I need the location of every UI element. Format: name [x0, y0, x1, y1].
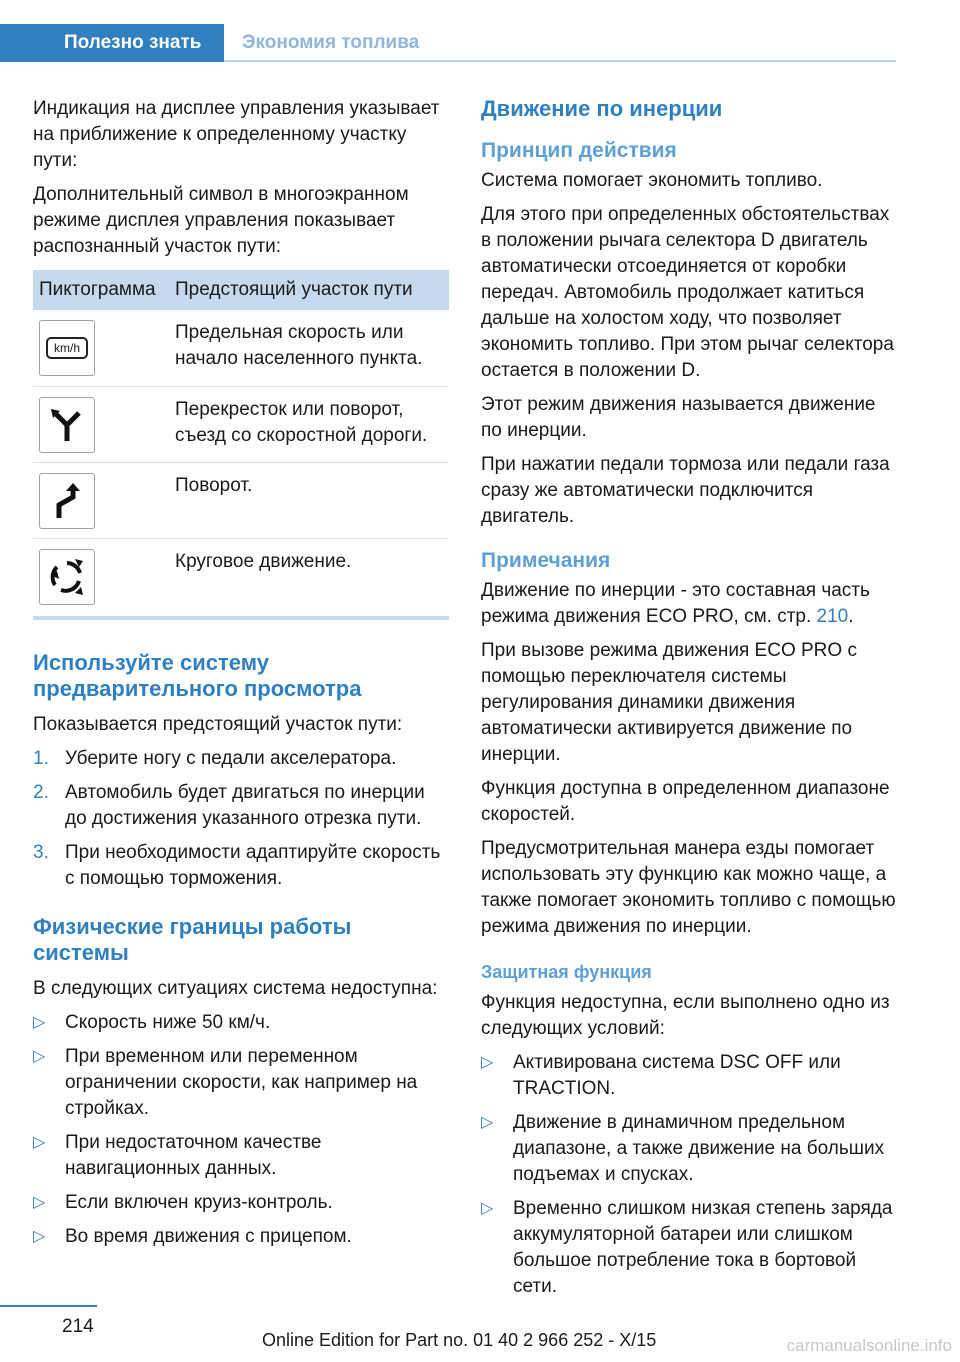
page-header	[0, 0, 960, 64]
preview-steps	[33, 746, 449, 892]
page-link-210[interactable]: 210	[816, 606, 849, 627]
kmh-label: km/h	[46, 337, 88, 359]
list-item: 1. Уберите ногу с педали акселератора.	[33, 748, 397, 769]
list-item: ▷ При временном или переменном ограничении скорости, как например на стройках.	[33, 1046, 418, 1119]
principle-p2: Для этого при определенных обстоятельствах в положении рычага селектора D двигатель автоматически отсоединяется от коробки передач. Автомобиль продолжает катиться дальше на холостом ходу, что позволяет экономить топливо. При этом рычаг селектора остается в положении D.	[481, 204, 894, 381]
table-header-pictogram: Пиктограмма	[33, 270, 169, 310]
triangle-bullet-icon: ▷	[33, 1048, 46, 1065]
notes-p2: При вызове режима движения ECO PRO с помощью переключателя системы регулирования динамики движения автоматически активируется движение по инерции.	[481, 640, 857, 765]
list-item: ▷ Движение в динамичном предельном диапазоне, а также движение на больших подъемах и спусках.	[481, 1112, 885, 1185]
principle-p1: Система помогает экономить топливо.	[481, 170, 823, 191]
preview-intro: Показывается предстоящий участок пути:	[33, 714, 403, 735]
tab-useful-info[interactable]: Полезно знать	[0, 24, 224, 62]
triangle-bullet-icon: ▷	[33, 1228, 46, 1245]
triangle-bullet-icon: ▷	[481, 1054, 494, 1071]
table-row	[33, 310, 449, 386]
table-row	[33, 538, 449, 614]
notes-p1: Движение по инерции - это составная часть режима движения ECO PRO, см. стр. 210.	[481, 580, 870, 627]
page-number: 214	[62, 1316, 94, 1337]
table-header-route: Предстоящий участок пути	[169, 270, 449, 310]
notes-p4: Предусмотрительная манера езды помогает использовать эту функцию как можно чаще, а также помогает экономить топливо с помощью режима движения по инерции.	[481, 838, 896, 937]
triangle-bullet-icon: ▷	[481, 1114, 494, 1131]
limits-intro: В следующих ситуациях система недоступна:	[33, 978, 438, 999]
principle-p3: Этот режим движения называется движение по инерции.	[481, 394, 876, 441]
protection-list	[481, 1050, 897, 1300]
intro-paragraph-2: Дополнительный символ в многоэкранном режиме дисплея управления показывает распознанный участок пути:	[33, 184, 409, 257]
protection-heading: Защитная функция	[481, 962, 652, 982]
list-item: ▷ Если включен круиз-контроль.	[33, 1190, 449, 1216]
tab-fuel-economy[interactable]: Экономия топлива	[242, 32, 420, 53]
table-cell-desc: Предельная скорость или начало населенного пункта.	[169, 310, 449, 386]
triangle-bullet-icon: ▷	[33, 1134, 46, 1151]
table-cell-desc: Перекресток или поворот, съезд со скоростной дороги.	[169, 386, 449, 462]
triangle-bullet-icon: ▷	[33, 1014, 46, 1031]
table-row	[33, 386, 449, 462]
table-cell-desc: Круговое движение.	[175, 550, 352, 572]
right-column	[481, 96, 897, 1308]
list-item: ▷ Во время движения с прицепом.	[33, 1224, 449, 1250]
list-item: ▷ Временно слишком низкая степень заряда аккумуляторной батареи или слишком большое потребление тока в бортовой сети.	[481, 1198, 893, 1297]
pictogram-table	[33, 270, 449, 614]
footer-rule	[0, 1305, 97, 1307]
principle-heading: Принцип действия	[481, 139, 677, 162]
protection-intro: Функция недоступна, если выполнено одно из следующих условий:	[481, 992, 890, 1039]
left-column	[33, 96, 449, 1258]
table-header-row	[33, 270, 449, 310]
header-divider	[224, 60, 896, 62]
notes-p3: Функция доступна в определенном диапазоне скоростей.	[481, 778, 890, 825]
table-row	[33, 462, 449, 538]
table-cell-desc: Поворот.	[169, 462, 449, 538]
table-bottom-rule	[33, 616, 449, 620]
notes-heading: Примечания	[481, 549, 611, 572]
principle-p4: При нажатии педали тормоза или педали газа сразу же автоматически подключится двигатель.	[481, 454, 890, 527]
limits-list	[33, 1010, 449, 1250]
intro-paragraph-1: Индикация на дисплее управления указывает на приближение к определенному участку пути:	[33, 98, 440, 171]
junction-icon	[39, 397, 95, 453]
roundabout-icon	[39, 549, 95, 605]
limits-heading: Физические границы работы системы	[33, 914, 352, 965]
coasting-heading: Движение по инерции	[481, 96, 723, 121]
speed-limit-kmh-icon	[39, 320, 95, 376]
list-item: ▷ Активирована система DSC OFF или TRACTION.	[481, 1052, 841, 1099]
triangle-bullet-icon: ▷	[33, 1194, 46, 1211]
triangle-bullet-icon: ▷	[481, 1200, 494, 1217]
turn-icon	[39, 473, 95, 529]
list-item: 3. При необходимости адаптируйте скорость с помощью торможения.	[33, 842, 441, 889]
list-item: ▷ При недостаточном качестве навигационных данных.	[33, 1132, 322, 1179]
list-item: 2. Автомобиль будет двигаться по инерции до достижения указанного отрезка пути.	[33, 782, 425, 829]
watermark: carmanualsonline.info	[786, 1336, 952, 1355]
list-item: ▷ Скорость ниже 50 км/ч.	[33, 1010, 449, 1036]
edition-text: Online Edition for Part no. 01 40 2 966 252 - X/15	[262, 1330, 657, 1350]
preview-heading: Используйте систему предварительного просмотра	[33, 650, 362, 701]
